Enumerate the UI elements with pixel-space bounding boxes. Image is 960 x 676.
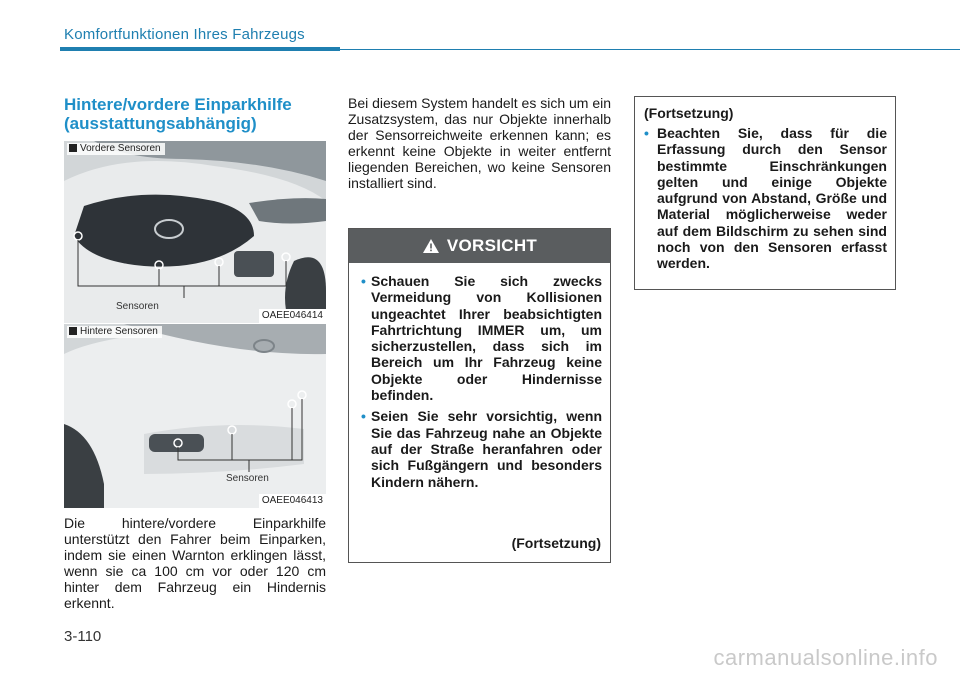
continued-note: (Fortsetzung) — [511, 535, 601, 551]
front-car-illustration — [64, 141, 326, 323]
caution-list — [349, 263, 610, 490]
figure-code: OAEE046413 — [259, 494, 326, 508]
system-paragraph: Bei diesem System handelt es sich um ein Zusatzsystem, das nur Objekte innerhalb der Sensorreichweite erkennen kann; es erkennt keine Objekte in weiter entfernt liegenden Bereichen, wo keine Sensoren installiert sind. — [348, 95, 612, 191]
rear-sensors-figure — [64, 324, 326, 508]
front-sensors-figure — [64, 141, 326, 323]
intro-paragraph: Die hintere/vordere Einparkhilfe unterstützt den Fahrer beim Einparken, indem sie einen Warnton erklingen lässt, wenn sie ca 100 cm vor oder 120 cm hinter dem Fahrzeug ein Hindernis erkennt. — [64, 515, 326, 611]
header-bar — [60, 47, 340, 51]
section-header: Komfortfunktionen Ihres Fahrzeugs — [64, 26, 305, 43]
continuation-box — [634, 96, 896, 290]
section-title: Hintere/vordere Einparkhilfe (ausstattungsabhängig) — [64, 95, 292, 133]
continuation-title: (Fortsetzung) — [644, 105, 734, 121]
list-item: • Schauen Sie sich zwecks Vermeidung von Kollisionen ungeachtet Ihrer beabsichtigten Fahrtrichtung IMMER um, um sicherzustellen, dass sich im Bereich um Ihr Fahrzeug keine Objekte oder Hindernisse befinden. — [361, 273, 602, 404]
list-item: • Seien Sie sehr vorsichtig, wenn Sie das Fahrzeug nahe an Objekte auf der Straße heranfahren oder sich Fußgängern und besonders Kindern nähern. — [361, 408, 602, 490]
header-rule — [340, 49, 960, 50]
caution-title: VORSICHT — [446, 236, 538, 255]
caution-header — [349, 229, 610, 263]
bullet-icon: • — [361, 273, 366, 289]
figure-code: OAEE046414 — [259, 309, 326, 323]
rear-car-illustration — [64, 324, 326, 508]
sensor-label: Sensoren — [226, 473, 269, 484]
page-number: 3-110 — [64, 628, 102, 645]
bullet-icon: • — [644, 125, 649, 141]
figure-caption: Hintere Sensoren — [67, 326, 162, 338]
list-item: • Beachten Sie, dass für die Erfassung durch den Sensor bestimmte Einschränkungen gelten und einige Objekte aufgrund von Abstand, Größe und Material möglicherweise weder auf dem Bildschirm zu sehen sind noch von den Sensoren erfasst werden. — [644, 125, 887, 272]
watermark: carmanualsonline.info — [713, 645, 938, 670]
bullet-icon: • — [361, 408, 366, 425]
warning-triangle-icon — [422, 238, 440, 254]
sensor-label: Sensoren — [116, 301, 159, 312]
continuation-list — [644, 125, 887, 272]
caution-box — [348, 228, 611, 563]
figure-caption: Vordere Sensoren — [67, 143, 165, 155]
